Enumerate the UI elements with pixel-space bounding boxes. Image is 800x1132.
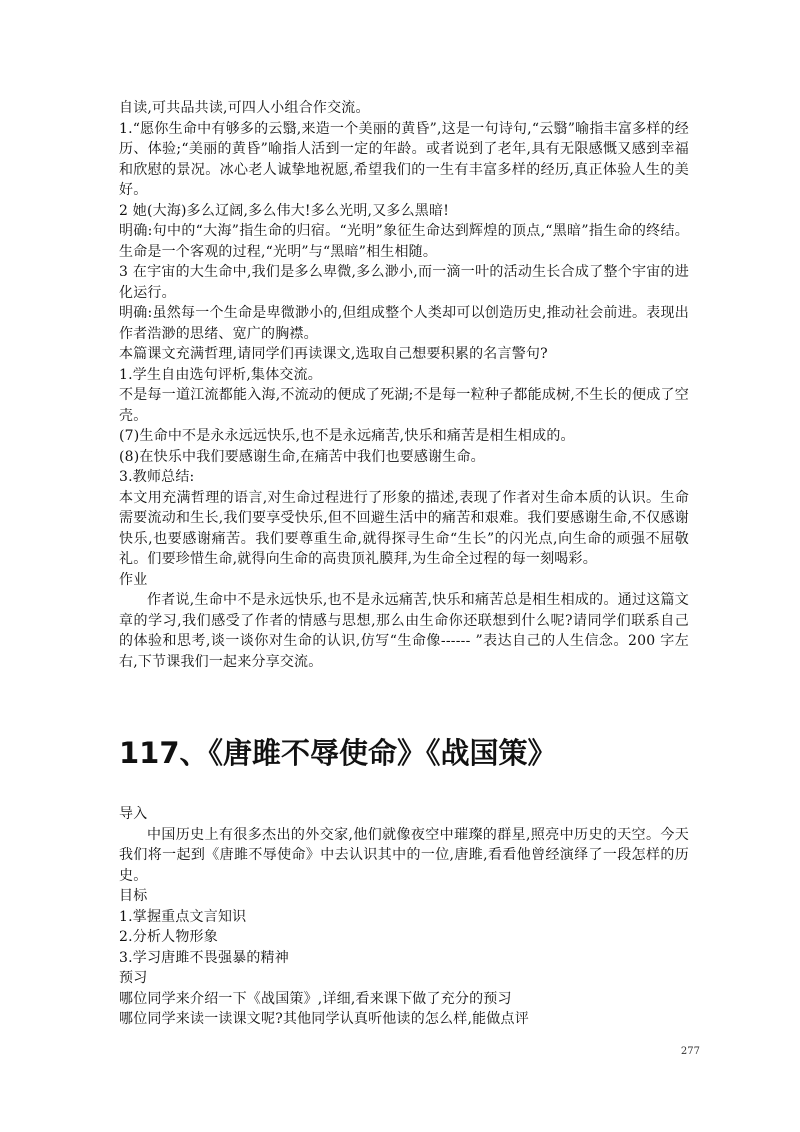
section-title: 117、《唐雎不辱使命》《战国策》 [119, 736, 557, 770]
paragraph: 明确:句中的“大海”指生命的归宿。“光明”象征生命达到辉煌的顶点,“黑暗”指生命的终结。生命是一个客观的过程,“光明”与“黑暗”相生相随。 [119, 223, 689, 260]
paragraph: (8)在快乐中我们要感谢生命,在痛苦中我们也要感谢生命。 [119, 448, 485, 465]
paragraph: 3.教师总结: [119, 469, 195, 485]
page-number: 277 [680, 1046, 700, 1057]
section-2-body [119, 804, 689, 1030]
paragraph: 明确:虽然每一个生命是卑微渺小的,但组成整个人类却可以创造历史,推动社会前进。表现出作者浩渺的思绪、宽广的胸襟。 [119, 305, 689, 342]
paragraph: 2 她(大海)多么辽阔,多么伟大!多么光明,又多么黑暗! [119, 202, 450, 219]
paragraph: 本篇课文充满哲理,请同学们再读课文,选取自己想要积累的名言警句? [119, 346, 548, 362]
paragraph: 1.学生自由选句评析,集体交流。 [119, 366, 323, 383]
paragraph: 自读,可共品共读,可四人小组合作交流。 [119, 100, 370, 116]
paragraph: 哪位同学来介绍一下《战国策》,详细,看来课下做了充分的预习 [119, 990, 512, 1007]
paragraph: 1.掌握重点文言知识 [119, 908, 247, 925]
paragraph: 1.“愿你生命中有够多的云翳,来造一个美丽的黄昏”,这是一句诗句,“云翳”喻指丰富多样的经历、体验;“美丽的黄昏”喻指人活到一定的年龄。或者说到了老年,具有无限感慨又感到幸福和欣慰的景况。冰心老人诚挚地祝愿,希望我们的一生有丰富多样的经历,真正体验人生的美好。 [119, 120, 689, 198]
paragraph: 作业 [119, 571, 148, 588]
paragraph: 3 在宇宙的大生命中,我们是多么卑微,多么渺小,而一滴一叶的活动生长合成了整个宇宙的进化运行。 [119, 264, 689, 301]
paragraph: 目标 [119, 888, 148, 904]
paragraph: 哪位同学来读一读课文呢?其他同学认真听他读的怎么样,能做点评 [119, 1011, 529, 1027]
paragraph: 不是每一道江流都能入海,不流动的便成了死湖;不是每一粒种子都能成树,不生长的便成了空壳。 [119, 387, 689, 424]
paragraph: (7)生命中不是永永远远快乐,也不是永远痛苦,快乐和痛苦是相生相成的。 [119, 428, 575, 444]
paragraph: 预习 [119, 970, 148, 986]
section-1-body [119, 98, 689, 672]
paragraph: 中国历史上有很多杰出的外交家,他们就像夜空中璀璨的群星,照亮中历史的天空。今天我们将一起到《唐雎不辱使命》中去认识其中的一位,唐雎,看看他曾经演绎了一段怎样的历史。 [119, 826, 689, 884]
paragraph: 2.分析人物形象 [119, 929, 218, 945]
paragraph: 作者说,生命中不是永远快乐,也不是永远痛苦,快乐和痛苦总是相生相成的。通过这篇文章的学习,我们感受了作者的情感与思想,那么由生命你还联想到什么呢?请同学们联系自己的体验和思考,谈一谈你对生命的认识,仿写“生命像------ ”表达自己的人生信念。200 字左右,下节课我们一起来分享交流。 [119, 592, 689, 670]
paragraph: 导入 [119, 806, 148, 822]
paragraph: 3.学习唐雎不畏强暴的精神 [119, 949, 289, 966]
paragraph: 本文用充满哲理的语言,对生命过程进行了形象的描述,表现了作者对生命本质的认识。生命需要流动和生长,我们要享受快乐,但不回避生活中的痛苦和艰难。我们要感谢生命,不仅感谢快乐,也要感谢痛苦。我们要尊重生命,就得探寻生命“生长”的闪光点,向生命的顽强不屈敬礼。们要珍惜生命,就得向生命的高贵顶礼膜拜,为生命全过程的每一刻喝彩。 [119, 489, 689, 567]
